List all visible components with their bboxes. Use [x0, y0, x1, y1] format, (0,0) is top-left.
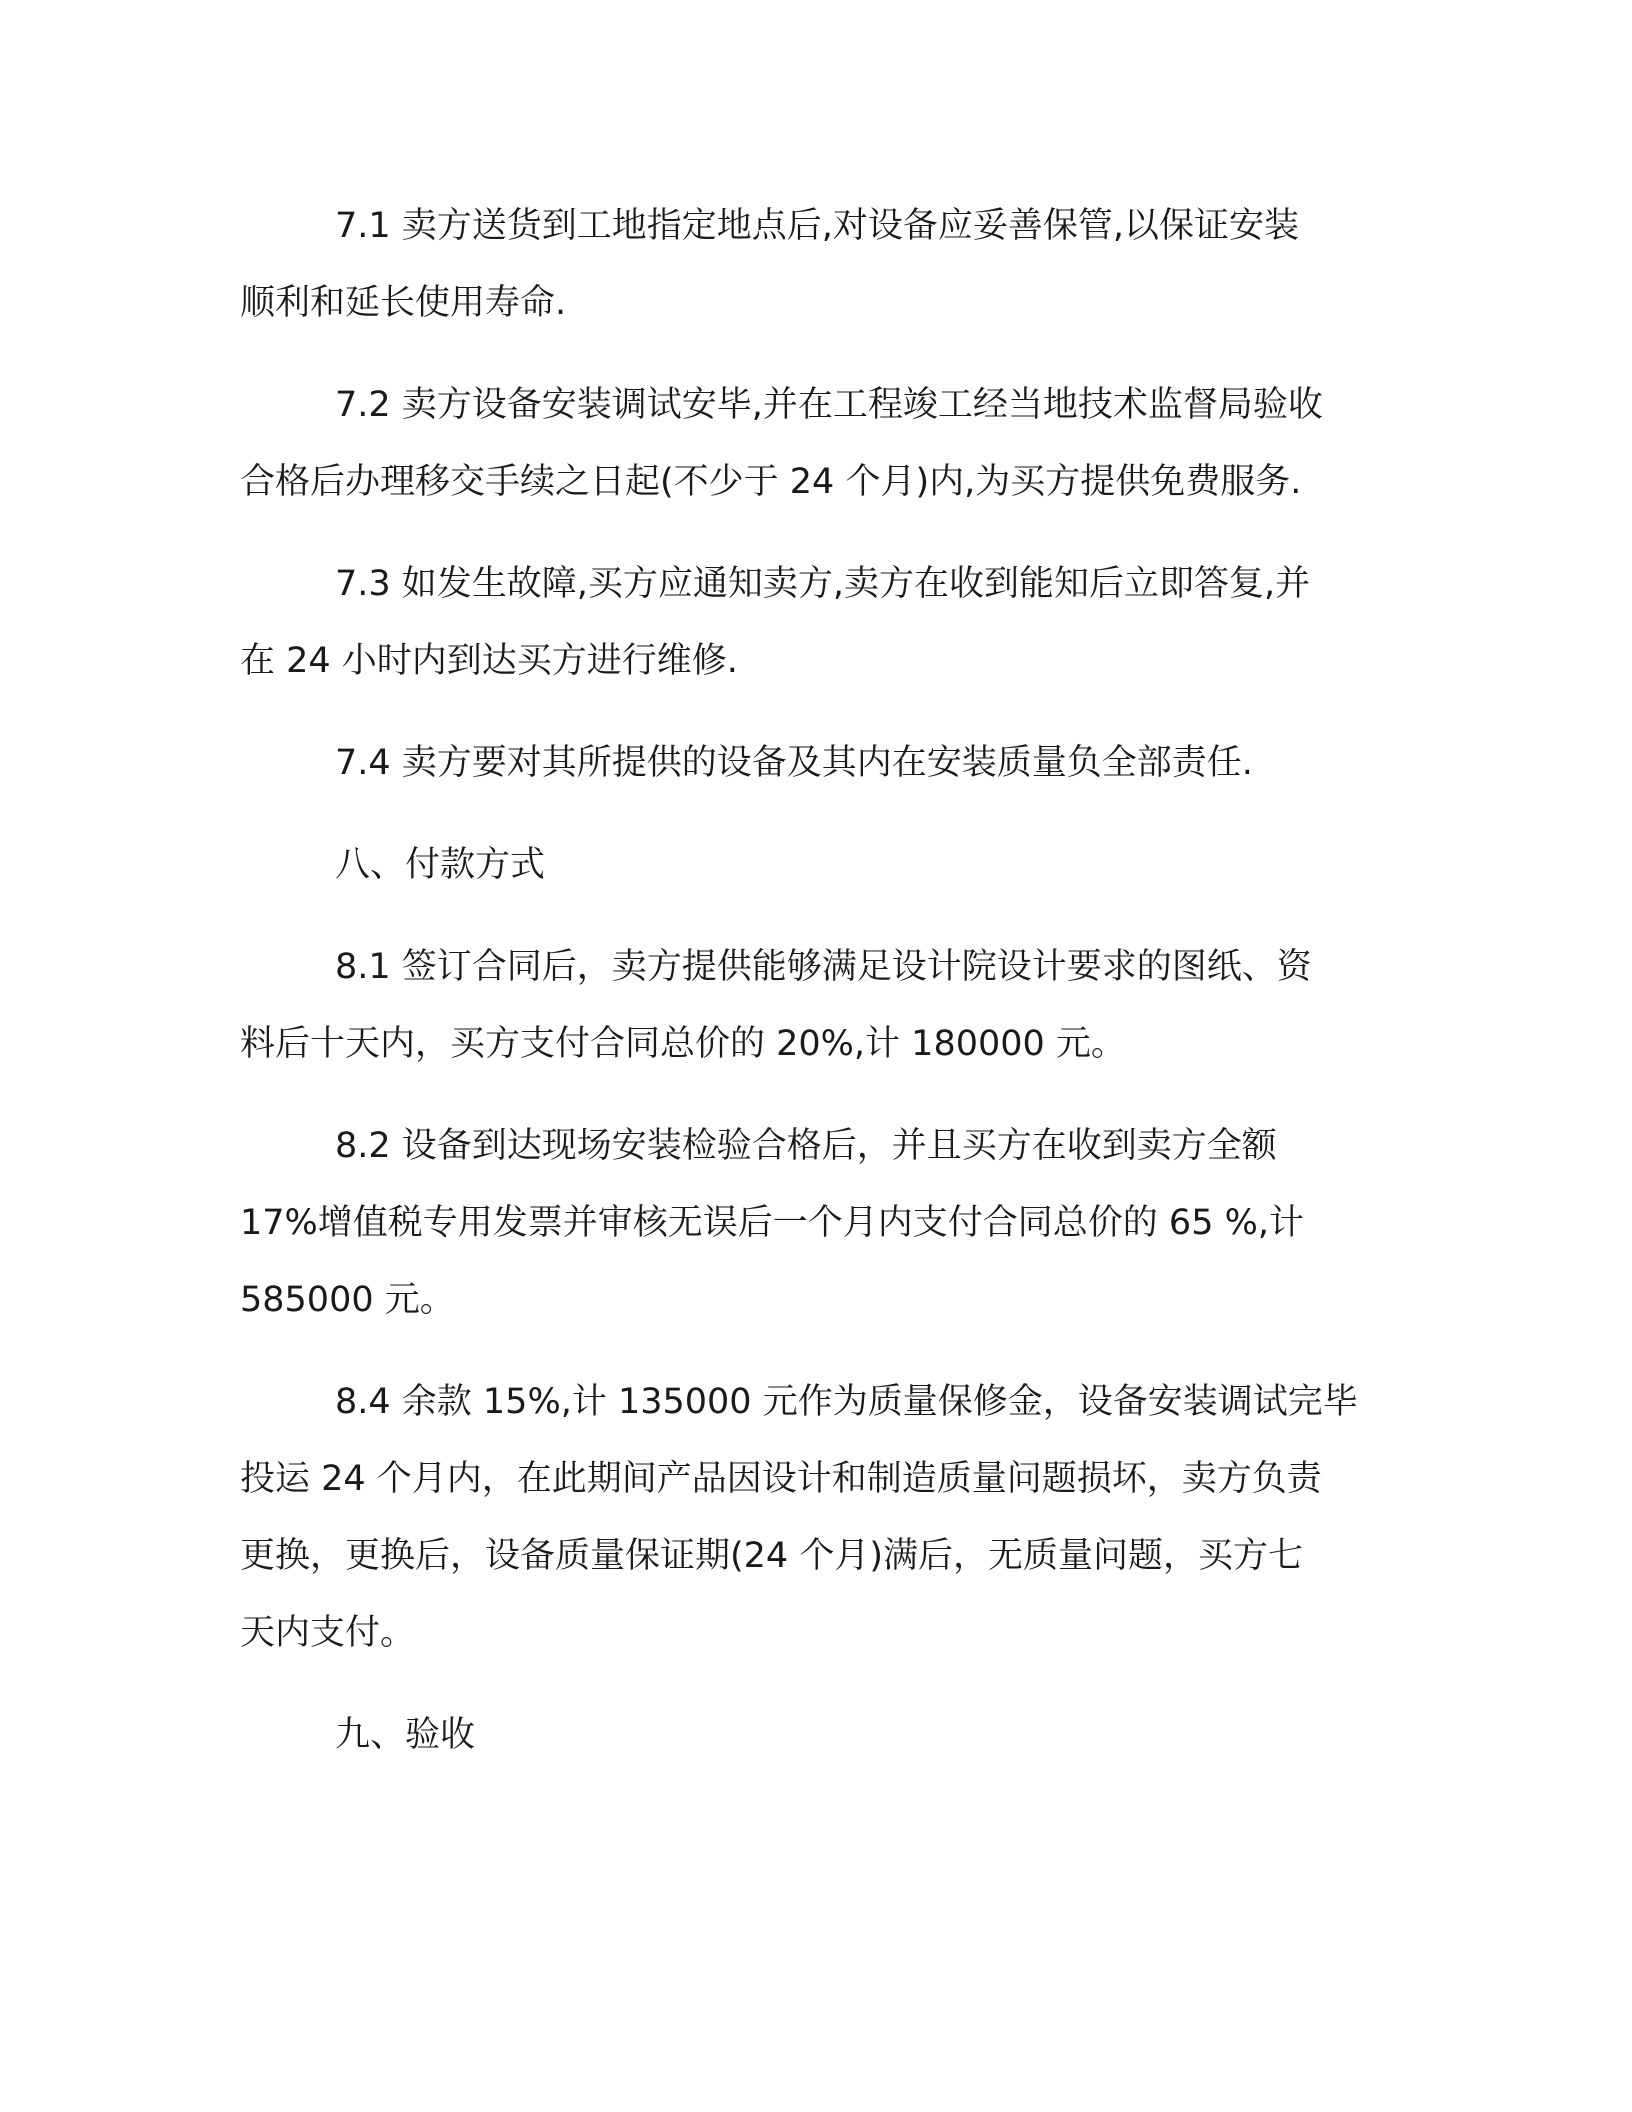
clause-7-2-line-2: 合格后办理移交手续之日起(不少于 24 个月)内,为买方提供免费服务. [240, 462, 1302, 502]
clause-8-2-line-3: 585000 元。 [240, 1280, 455, 1320]
section-8-heading: 八、付款方式 [335, 845, 546, 885]
clause-7-1-line-1: 7.1 卖方送货到工地指定地点后,对设备应妥善保管,以保证安装 [335, 206, 1300, 246]
clause-8-1-line-2: 料后十天内，买方支付合同总价的 20%,计 180000 元。 [240, 1024, 1126, 1064]
clause-7-2-line-1: 7.2 卖方设备安装调试安毕,并在工程竣工经当地技术监督局验收 [335, 385, 1323, 425]
clause-7-4-line-1: 7.4 卖方要对其所提供的设备及其内在安装质量负全部责任. [335, 743, 1253, 783]
clause-7-3-line-2: 在 24 小时内到达买方进行维修. [240, 641, 738, 681]
clause-8-4-line-4: 天内支付。 [240, 1613, 416, 1653]
clause-7-3 [240, 546, 1400, 700]
clause-7-1-line-2: 顺利和延长使用寿命. [240, 283, 567, 323]
clause-7-4 [240, 725, 1400, 802]
clause-8-2-line-1: 8.2 设备到达现场安装检验合格后，并且买方在收到卖方全额 [335, 1126, 1277, 1166]
clause-7-2 [240, 367, 1400, 521]
clause-7-3-line-1: 7.3 如发生故障,买方应通知卖方,卖方在收到能知后立即答复,并 [335, 564, 1311, 604]
clause-8-2 [240, 1108, 1400, 1339]
section-9-heading: 九、验收 [335, 1715, 476, 1755]
clause-8-4-line-2: 投运 24 个月内，在此期间产品因设计和制造质量问题损坏，卖方负责 [240, 1459, 1322, 1499]
clause-8-4-line-3: 更换，更换后，设备质量保证期(24 个月)满后，无质量问题，买方七 [240, 1536, 1303, 1576]
document-body [240, 188, 1400, 1799]
clause-7-1 [240, 188, 1400, 342]
clause-8-4-line-1: 8.4 余款 15%,计 135000 元作为质量保修金，设备安装调试完毕 [335, 1382, 1358, 1422]
clause-8-1 [240, 929, 1400, 1083]
clause-8-1-line-1: 8.1 签订合同后，卖方提供能够满足设计院设计要求的图纸、资 [335, 947, 1312, 987]
clause-8-2-line-2: 17%增值税专用发票并审核无误后一个月内支付合同总价的 65 %,计 [240, 1203, 1304, 1243]
clause-8-4 [240, 1364, 1400, 1672]
